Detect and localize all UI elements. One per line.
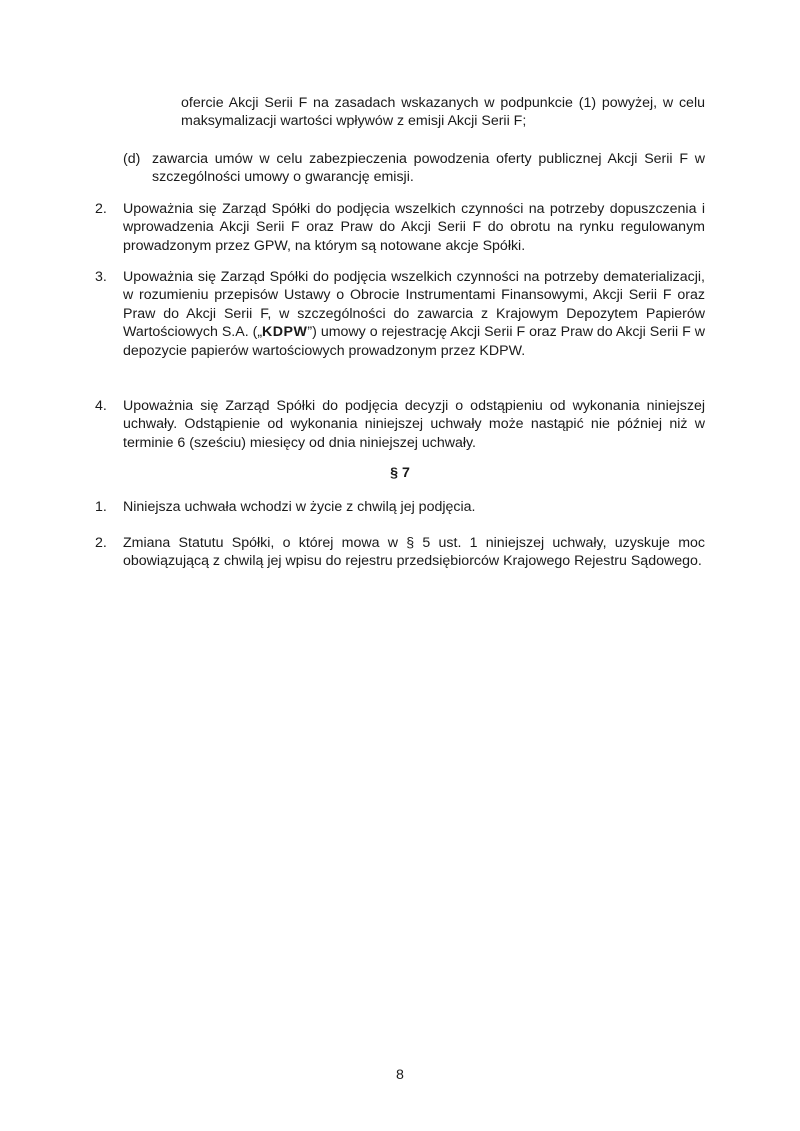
list-item-text-after: ”) umowy o rejestrację Akcji Serii F oraz Praw do Akcji Serii F w depozycie papierów wartościowych prowadzonym przez KDPW. [123,324,705,359]
kdpw-abbreviation: KDPW [262,324,308,341]
list-item-1-bottom [95,498,705,516]
list-item-number: 2. [95,535,107,551]
sub-item-text: zawarcia umów w celu zabezpieczenia powodzenia oferty publicznej Akcji Serii F w szczególności umowy o gwarancję emisji. [152,151,705,186]
list-item-2-bottom [95,534,705,571]
list-item-text-before: Upoważnia się Zarząd Spółki do podjęcia wszelkich czynności na potrzeby dematerializacji, w rozumieniu przepisów Ustawy o Obrocie Instrumentami Finansowymi, Akcji Serii F oraz Praw do Akcji Serii F, w szczególności do zawarcia z Krajowym Depozytem Papierów Wartościowych S.A. („ [123,269,705,341]
continuation-paragraph [181,94,705,131]
list-item-text: Upoważnia się Zarząd Spółki do podjęcia decyzji o odstąpieniu od wykonania niniejszej uchwały. Odstąpienie od wykonania niniejszej uchwały może nastąpić nie później niż w terminie 6 (sześciu) miesięcy od dnia niniejszej uchwały. [123,398,705,451]
list-item-number: 4. [95,398,107,414]
list-item-text [123,268,705,360]
list-item-text: Upoważnia się Zarząd Spółki do podjęcia wszelkich czynności na potrzeby dopuszczenia i wprowadzenia Akcji Serii F oraz Praw do Akcji Serii F do obrotu na rynku regulowanym prowadzonym przez GPW, na którym są notowane akcje Spółki. [123,201,705,254]
list-item-4-top [95,397,705,452]
list-item-3-top [95,268,705,360]
sub-item-marker: (d) [123,151,141,167]
list-item-text: Niniejsza uchwała wchodzi w życie z chwilą jej podjęcia. [123,499,476,515]
list-item-2-top [95,200,705,255]
sub-item-d [123,150,705,187]
list-item-number: 1. [95,499,107,515]
list-item-text: Zmiana Statutu Spółki, o której mowa w § 5 ust. 1 niniejszej uchwały, uzyskuje moc obowiązującą z chwilą jej wpisu do rejestru przedsiębiorców Krajowego Rejestru Sądowego. [123,535,705,570]
continuation-text: ofercie Akcji Serii F na zasadach wskazanych w podpunkcie (1) powyżej, w celu maksymalizacji wartości wpływów z emisji Akcji Serii F; [181,95,705,130]
list-item-number: 3. [95,269,107,285]
section-heading: § 7 [390,465,410,481]
page-number: 8 [396,1067,404,1083]
list-item-number: 2. [95,201,107,217]
